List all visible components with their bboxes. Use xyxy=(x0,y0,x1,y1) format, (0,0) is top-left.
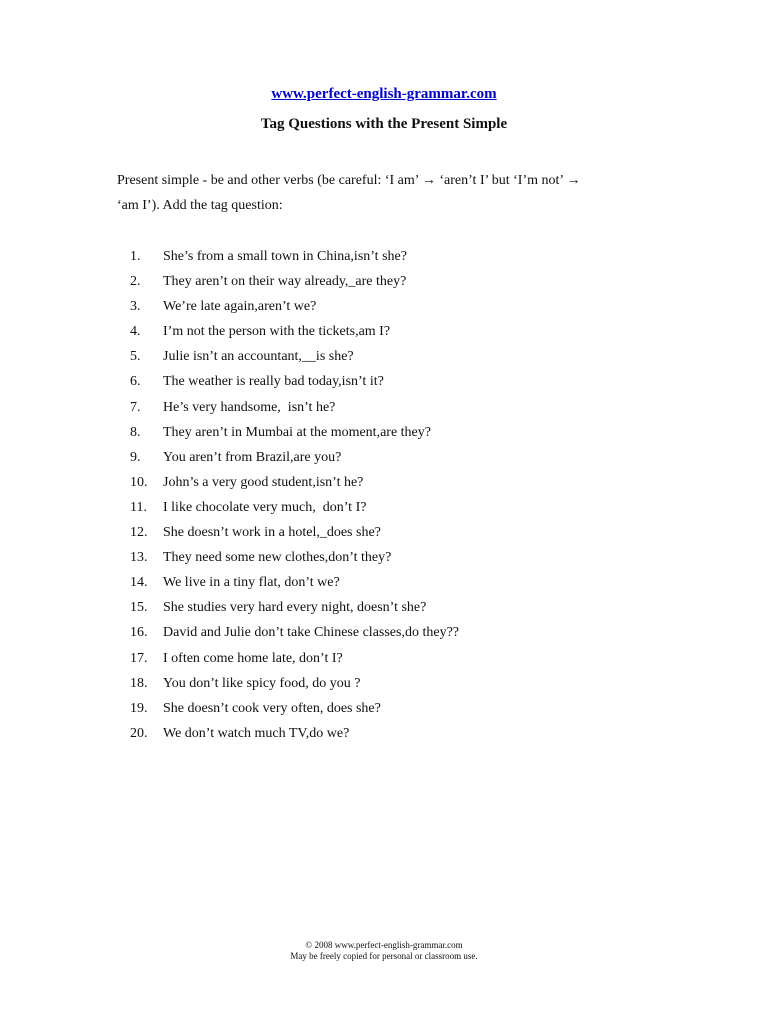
footer xyxy=(0,940,768,962)
question-number: 8. xyxy=(130,424,141,440)
page-title: Tag Questions with the Present Simple xyxy=(260,116,508,132)
question-number: 19. xyxy=(130,700,148,716)
question-text: We’re late again,aren’t we? xyxy=(163,299,317,315)
copyright-notice: © 2008 www.perfect-english-grammar.com xyxy=(305,940,463,950)
question-text: John’s a very good student,isn’t he? xyxy=(163,474,364,490)
list-item xyxy=(130,294,459,319)
question-number: 7. xyxy=(130,399,141,415)
question-number: 14. xyxy=(130,575,148,591)
list-item xyxy=(130,319,459,344)
list-item xyxy=(130,344,459,369)
question-number: 17. xyxy=(130,650,148,666)
list-item xyxy=(130,495,459,520)
question-number: 6. xyxy=(130,374,141,390)
question-text: I like chocolate very much, don’t I? xyxy=(163,499,367,515)
list-item xyxy=(130,696,459,721)
question-list xyxy=(130,244,459,746)
question-text: Julie isn’t an accountant,__is she? xyxy=(163,349,354,365)
question-number: 9. xyxy=(130,449,141,465)
question-number: 13. xyxy=(130,550,148,566)
list-item xyxy=(130,671,459,696)
question-number: 18. xyxy=(130,675,148,691)
question-number: 5. xyxy=(130,349,141,365)
list-item xyxy=(130,620,459,645)
question-text: I’m not the person with the tickets,am I? xyxy=(163,324,391,340)
list-item xyxy=(130,646,459,671)
question-text: She studies very hard every night, doesn’t she? xyxy=(163,600,427,616)
list-item xyxy=(130,721,459,746)
list-item xyxy=(130,369,459,394)
question-number: 3. xyxy=(130,299,141,315)
list-item xyxy=(130,420,459,445)
question-number: 10. xyxy=(130,474,148,490)
question-text: He’s very handsome, isn’t he? xyxy=(163,399,336,415)
instructions xyxy=(117,168,647,218)
question-text: We live in a tiny flat, don’t we? xyxy=(163,575,340,591)
question-text: We don’t watch much TV,do we? xyxy=(163,725,350,741)
list-item xyxy=(130,244,459,269)
question-number: 2. xyxy=(130,274,141,290)
question-number: 11. xyxy=(130,499,147,515)
question-text: David and Julie don’t take Chinese classes,do they?? xyxy=(163,625,459,641)
question-text: They need some new clothes,don’t they? xyxy=(163,550,392,566)
usage-notice: May be freely copied for personal or classroom use. xyxy=(290,951,478,961)
question-text: You don’t like spicy food, do you ? xyxy=(163,675,361,691)
question-text: You aren’t from Brazil,are you? xyxy=(163,449,342,465)
question-number: 12. xyxy=(130,525,148,541)
question-number: 4. xyxy=(130,324,141,340)
list-item xyxy=(130,545,459,570)
question-text: The weather is really bad today,isn’t it? xyxy=(163,374,384,390)
list-item xyxy=(130,520,459,545)
list-item xyxy=(130,269,459,294)
question-text: She doesn’t work in a hotel,_does she? xyxy=(163,525,381,541)
question-text: She’s from a small town in China,isn’t she? xyxy=(163,249,407,264)
list-item xyxy=(130,470,459,495)
list-item xyxy=(130,570,459,595)
question-number: 20. xyxy=(130,725,148,741)
list-item xyxy=(130,445,459,470)
instructions-line-2: ‘am I’). Add the tag question: xyxy=(117,198,283,213)
list-item xyxy=(130,595,459,620)
question-text: I often come home late, don’t I? xyxy=(163,650,343,666)
question-number: 1. xyxy=(130,249,141,264)
question-number: 15. xyxy=(130,600,148,616)
question-text: They aren’t on their way already,_are they? xyxy=(163,274,407,290)
site-link[interactable]: www.perfect-english-grammar.com xyxy=(271,86,497,102)
question-text: She doesn’t cook very often, does she? xyxy=(163,700,381,716)
question-text: They aren’t in Mumbai at the moment,are they? xyxy=(163,424,431,440)
instructions-line-1: Present simple - be and other verbs (be careful: ‘I am’ → ‘aren’t I’ but ‘I’m not’ → xyxy=(117,173,581,188)
question-number: 16. xyxy=(130,625,148,641)
list-item xyxy=(130,395,459,420)
